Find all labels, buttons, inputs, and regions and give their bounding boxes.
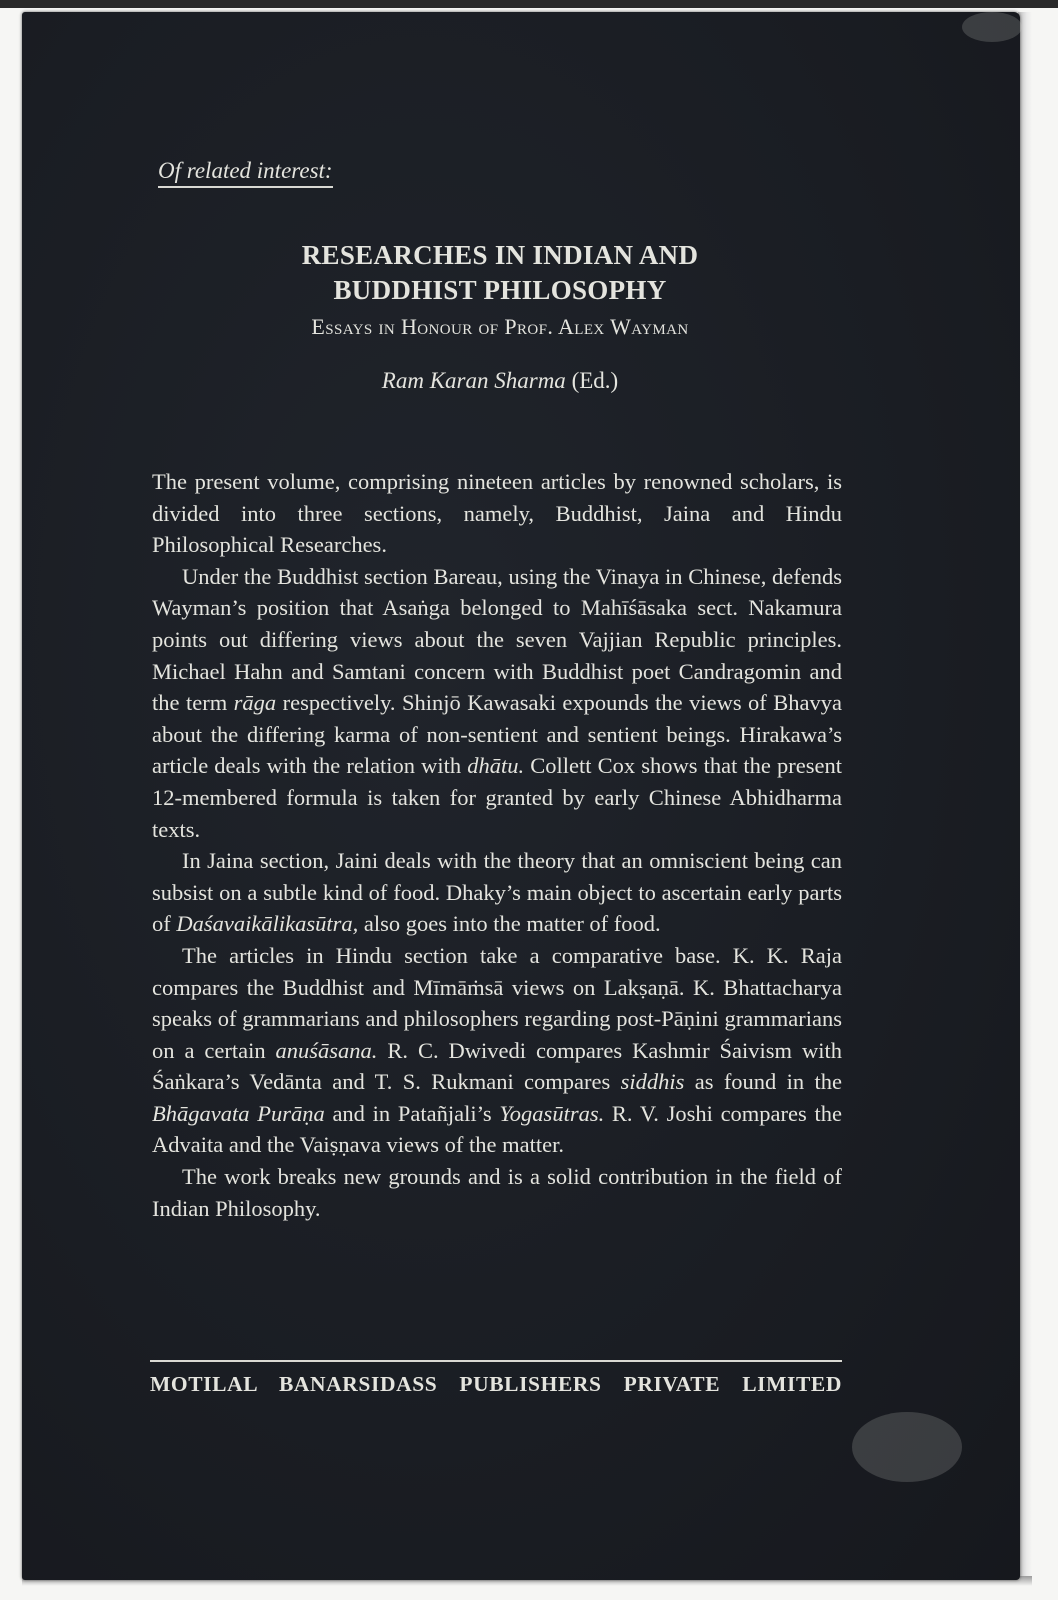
book-subtitle: Essays in Honour of Prof. Alex Wayman (311, 314, 689, 339)
book-title (150, 238, 850, 308)
description-text: Under the Buddhist section Bareau, using the Vinaya in Chinese, defends Wayman’s position that Asaṅga belonged to Mahīśāsaka sect. Nakamura points out differing views about the seven Vajjian Republic principles. Michael Hahn and Samtani concern with Buddhist poet Candragomin and the term (152, 563, 842, 716)
cover-scuff (962, 12, 1022, 42)
description-term: rāga (233, 690, 277, 716)
description-text: and in Patañjali’s (324, 1100, 500, 1126)
description-term: anuśāsana. (275, 1037, 378, 1063)
description-term: dhātu. (467, 753, 525, 779)
book-description (152, 466, 842, 1224)
editor-name: Ram Karan Sharma (381, 368, 566, 393)
description-term: Daśavaikālikasūtra, (176, 911, 359, 937)
description-text: The articles in Hindu section take a comparative base. K. K. Raja compares the Buddhist and Mīmāṁsā views on Lakṣaṇā. K. Bhattacharya speaks of grammarians and philosophers regarding post-Pāṇini grammarians on a certain (152, 942, 842, 1063)
book-title-line-2: BUDDHIST PHILOSOPHY (333, 275, 667, 305)
publisher-name: MOTILAL BANARSIDASS PUBLISHERS PRIVATE LIMITED (150, 1372, 842, 1396)
description-paragraph-3 (152, 845, 842, 940)
description-paragraph-2 (152, 561, 842, 845)
description-text: respectively. Shinjō Kawasaki expounds the views of Bhavya about the differing karma of non-sentient and sentient beings. Hirakawa’s article deals with the relation with (152, 690, 842, 779)
description-paragraph-4 (152, 940, 842, 1161)
description-text: In Jaina section, Jaini deals with the theory that an omniscient being can subsist on a subtle kind of food. Dhaky’s main object to ascertain early parts of (152, 848, 842, 937)
description-term: Yogasūtras. (499, 1100, 605, 1126)
description-term: siddhis (620, 1069, 685, 1095)
description-text: also goes into the matter of food. (358, 911, 661, 937)
description-text: Collett Cox shows that the present 12-membered formula is taken for granted by early Chinese Abhidharma texts. (152, 753, 842, 842)
description-text: R. C. Dwivedi compares Kashmir Śaivism with Śaṅkara’s Vedānta and T. S. Rukmani compares (152, 1037, 842, 1095)
scan-top-edge (0, 0, 1058, 8)
description-term: Bhāgavata Purāṇa (152, 1100, 325, 1126)
description-paragraph-5: The work breaks new grounds and is a solid contribution in the field of Indian Philosophy. (152, 1164, 842, 1221)
description-text: as found in the (684, 1069, 842, 1095)
cover-edge-shadow (1018, 12, 1032, 1580)
description-paragraph-1: The present volume, comprising nineteen articles by renowned scholars, is divided into three sections, namely, Buddhist, Jaina and Hindu Philosophical Researches. (152, 469, 842, 558)
related-interest-label: Of related interest: (158, 158, 333, 188)
cover-scuff (852, 1412, 962, 1482)
book-title-block (150, 238, 850, 394)
editor-role: (Ed.) (571, 368, 619, 393)
publisher-divider (150, 1360, 842, 1362)
description-text: R. V. Joshi compares the Advaita and the Vaiṣṇava views of the matter. (152, 1100, 842, 1158)
book-editor (150, 368, 850, 394)
book-title-line-1: RESEARCHES IN INDIAN AND (301, 240, 699, 270)
